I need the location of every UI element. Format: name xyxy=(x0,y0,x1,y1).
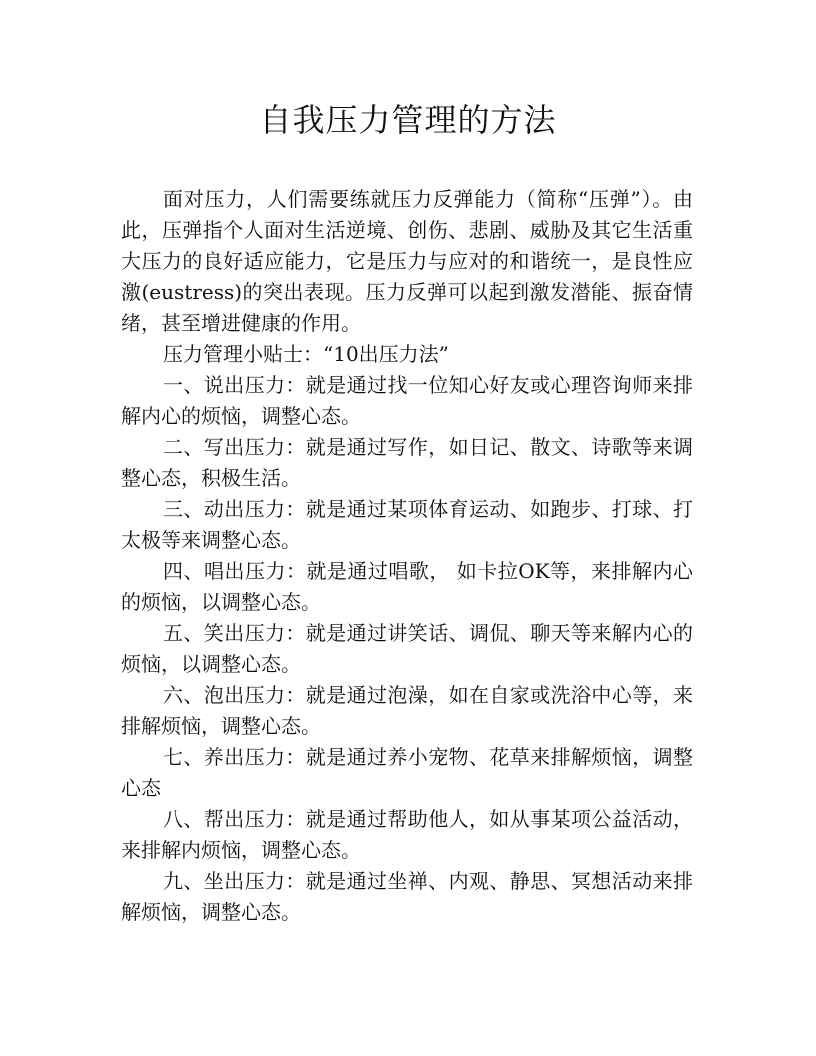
tip-item-2: 二、写出压力：就是通过写作，如日记、散文、诗歌等来调整心态，积极生活。 xyxy=(121,435,693,490)
document-title: 自我压力管理的方法 xyxy=(259,101,557,139)
tip-item-1: 一、说出压力：就是通过找一位知心好友或心理咨询师来排解内心的烦恼，调整心态。 xyxy=(121,373,693,428)
tip-item-9: 九、坐出压力：就是通过坐禅、内观、静思、冥想活动来排解烦恼，调整心态。 xyxy=(121,869,693,924)
tip-item-7: 七、养出压力：就是通过养小宠物、花草来排解烦恼，调整心态 xyxy=(121,745,693,800)
tip-item-3: 三、动出压力：就是通过某项体育运动、如跑步、打球、打太极等来调整心态。 xyxy=(121,497,693,552)
intro-paragraph: 面对压力，人们需要练就压力反弹能力（简称“压弹”）。由此，压弹指个人面对生活逆境、创伤、悲剧、威胁及其它生活重大压力的良好适应能力，它是压力与应对的和谐统一，是良性应激(eustress)的突出表现。压力反弹可以起到激发潜能、振奋情绪，甚至增进健康的作用。 xyxy=(121,187,693,335)
document-body xyxy=(121,184,693,928)
tip-item-6: 六、泡出压力：就是通过泡澡，如在自家或洗浴中心等，来排解烦恼，调整心态。 xyxy=(121,683,693,738)
tip-item-8: 八、帮出压力：就是通过帮助他人，如从事某项公益活动，来排解内烦恼，调整心态。 xyxy=(121,807,693,862)
tips-heading: 压力管理小贴士：“10出压力法” xyxy=(163,342,449,366)
tip-item-4: 四、唱出压力：就是通过唱歌， 如卡拉OK等，来排解内心的烦恼，以调整心态。 xyxy=(121,559,693,614)
tip-item-5: 五、笑出压力：就是通过讲笑话、调侃、聊天等来解内心的烦恼，以调整心态。 xyxy=(121,621,693,676)
